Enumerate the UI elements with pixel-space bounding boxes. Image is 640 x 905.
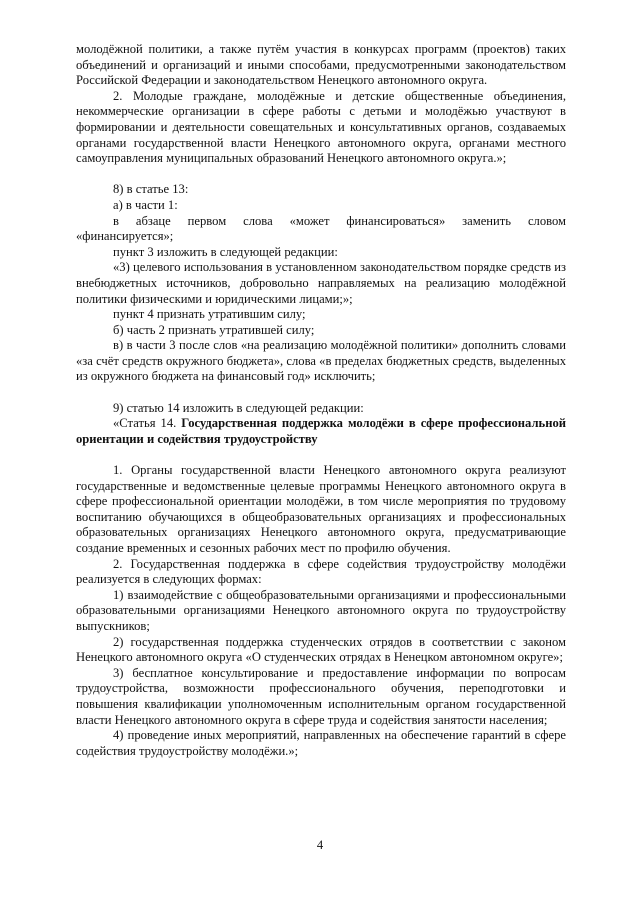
paragraph: в абзаце первом слова «может финансироваться» заменить словом «финансируется»; bbox=[76, 213, 566, 244]
paragraph: молодёжной политики, а также путём участия в конкурсах программ (проектов) таких объединений и организаций и иными способами, предусмотренными законодательством Российской Федерации и законодательством Ненецкого автономного округа. bbox=[76, 42, 566, 88]
article-title: Государственная поддержка молодёжи в сфере профессиональной ориентации и содействия трудоустройству bbox=[76, 416, 567, 446]
paragraph: 8) в статье 13: bbox=[113, 182, 189, 197]
paragraph: 1. Органы государственной власти Ненецкого автономного округа реализуют государственные и ведомственные целевые программы Ненецкого автономного округа в сфере профессиональной ориентации молодёжи, в том числе мероприятия по трудовому воспитанию обучающихся в общеобразовательных организациях и профессиональных образовательных организациях Ненецкого автономного округа, предусматривающие создание временных и сезонных рабочих мест по профилю обучения. bbox=[76, 463, 566, 555]
paragraph: «3) целевого использования в установленном законодательством порядке средств из внебюджетных источников, добровольно направляемых на реализацию молодёжной политики физическими и юридическими лицами;»; bbox=[76, 260, 566, 306]
paragraph: б) часть 2 признать утратившей силу; bbox=[113, 322, 315, 337]
article-number: «Статья 14. bbox=[113, 416, 182, 431]
paragraph-spacer bbox=[76, 447, 566, 463]
paragraph-spacer bbox=[76, 167, 566, 183]
paragraph: пункт 3 изложить в следующей редакции: bbox=[113, 244, 338, 259]
article-heading bbox=[76, 416, 566, 447]
paragraph: 2. Государственная поддержка в сфере содействия трудоустройству молодёжи реализуется в следующих формах: bbox=[76, 556, 566, 587]
paragraph: 4) проведение иных мероприятий, направленных на обеспечение гарантий в сфере содействия трудоустройству молодёжи.»; bbox=[76, 728, 566, 758]
paragraph: 9) статью 14 изложить в следующей редакции: bbox=[113, 400, 364, 415]
paragraph: 2) государственная поддержка студенческих отрядов в соответствии с законом Ненецкого автономного округа «О студенческих отрядах в Ненецком автономном округе»; bbox=[76, 634, 566, 665]
paragraph: в) в части 3 после слов «на реализацию молодёжной политики» дополнить словами «за счёт средств окружного бюджета», слова «в пределах бюджетных средств, выделенных из окружного бюджета на финансовый год» исключить; bbox=[76, 338, 566, 384]
paragraph: 3) бесплатное консультирование и предоставление информации по вопросам трудоустройства, возможности профессионального обучения, переподготовки и повышения квалификации уполномоченным исполнительным органом государственной власти Ненецкого автономного округа в сфере труда и содействия занятости населения; bbox=[76, 665, 566, 727]
page-number: 4 bbox=[316, 838, 324, 852]
paragraph: 1) взаимодействие с общеобразовательными организациями и профессиональными образовательными организациями Ненецкого автономного округа по трудоустройству выпускников; bbox=[76, 587, 566, 633]
paragraph: 2. Молодые граждане, молодёжные и детские общественные объединения, некоммерческие организации в сфере работы с детьми и молодёжью участвуют в формировании и деятельности совещательных и консультативных органов, создаваемых органами государственной власти Ненецкого автономного округа, органами местного самоуправления муниципальных образований Ненецкого автономного округа.»; bbox=[76, 88, 566, 166]
document-body bbox=[76, 42, 566, 759]
paragraph: пункт 4 признать утратившим силу; bbox=[113, 307, 306, 322]
paragraph-spacer bbox=[76, 385, 566, 401]
paragraph: а) в части 1: bbox=[113, 197, 178, 212]
